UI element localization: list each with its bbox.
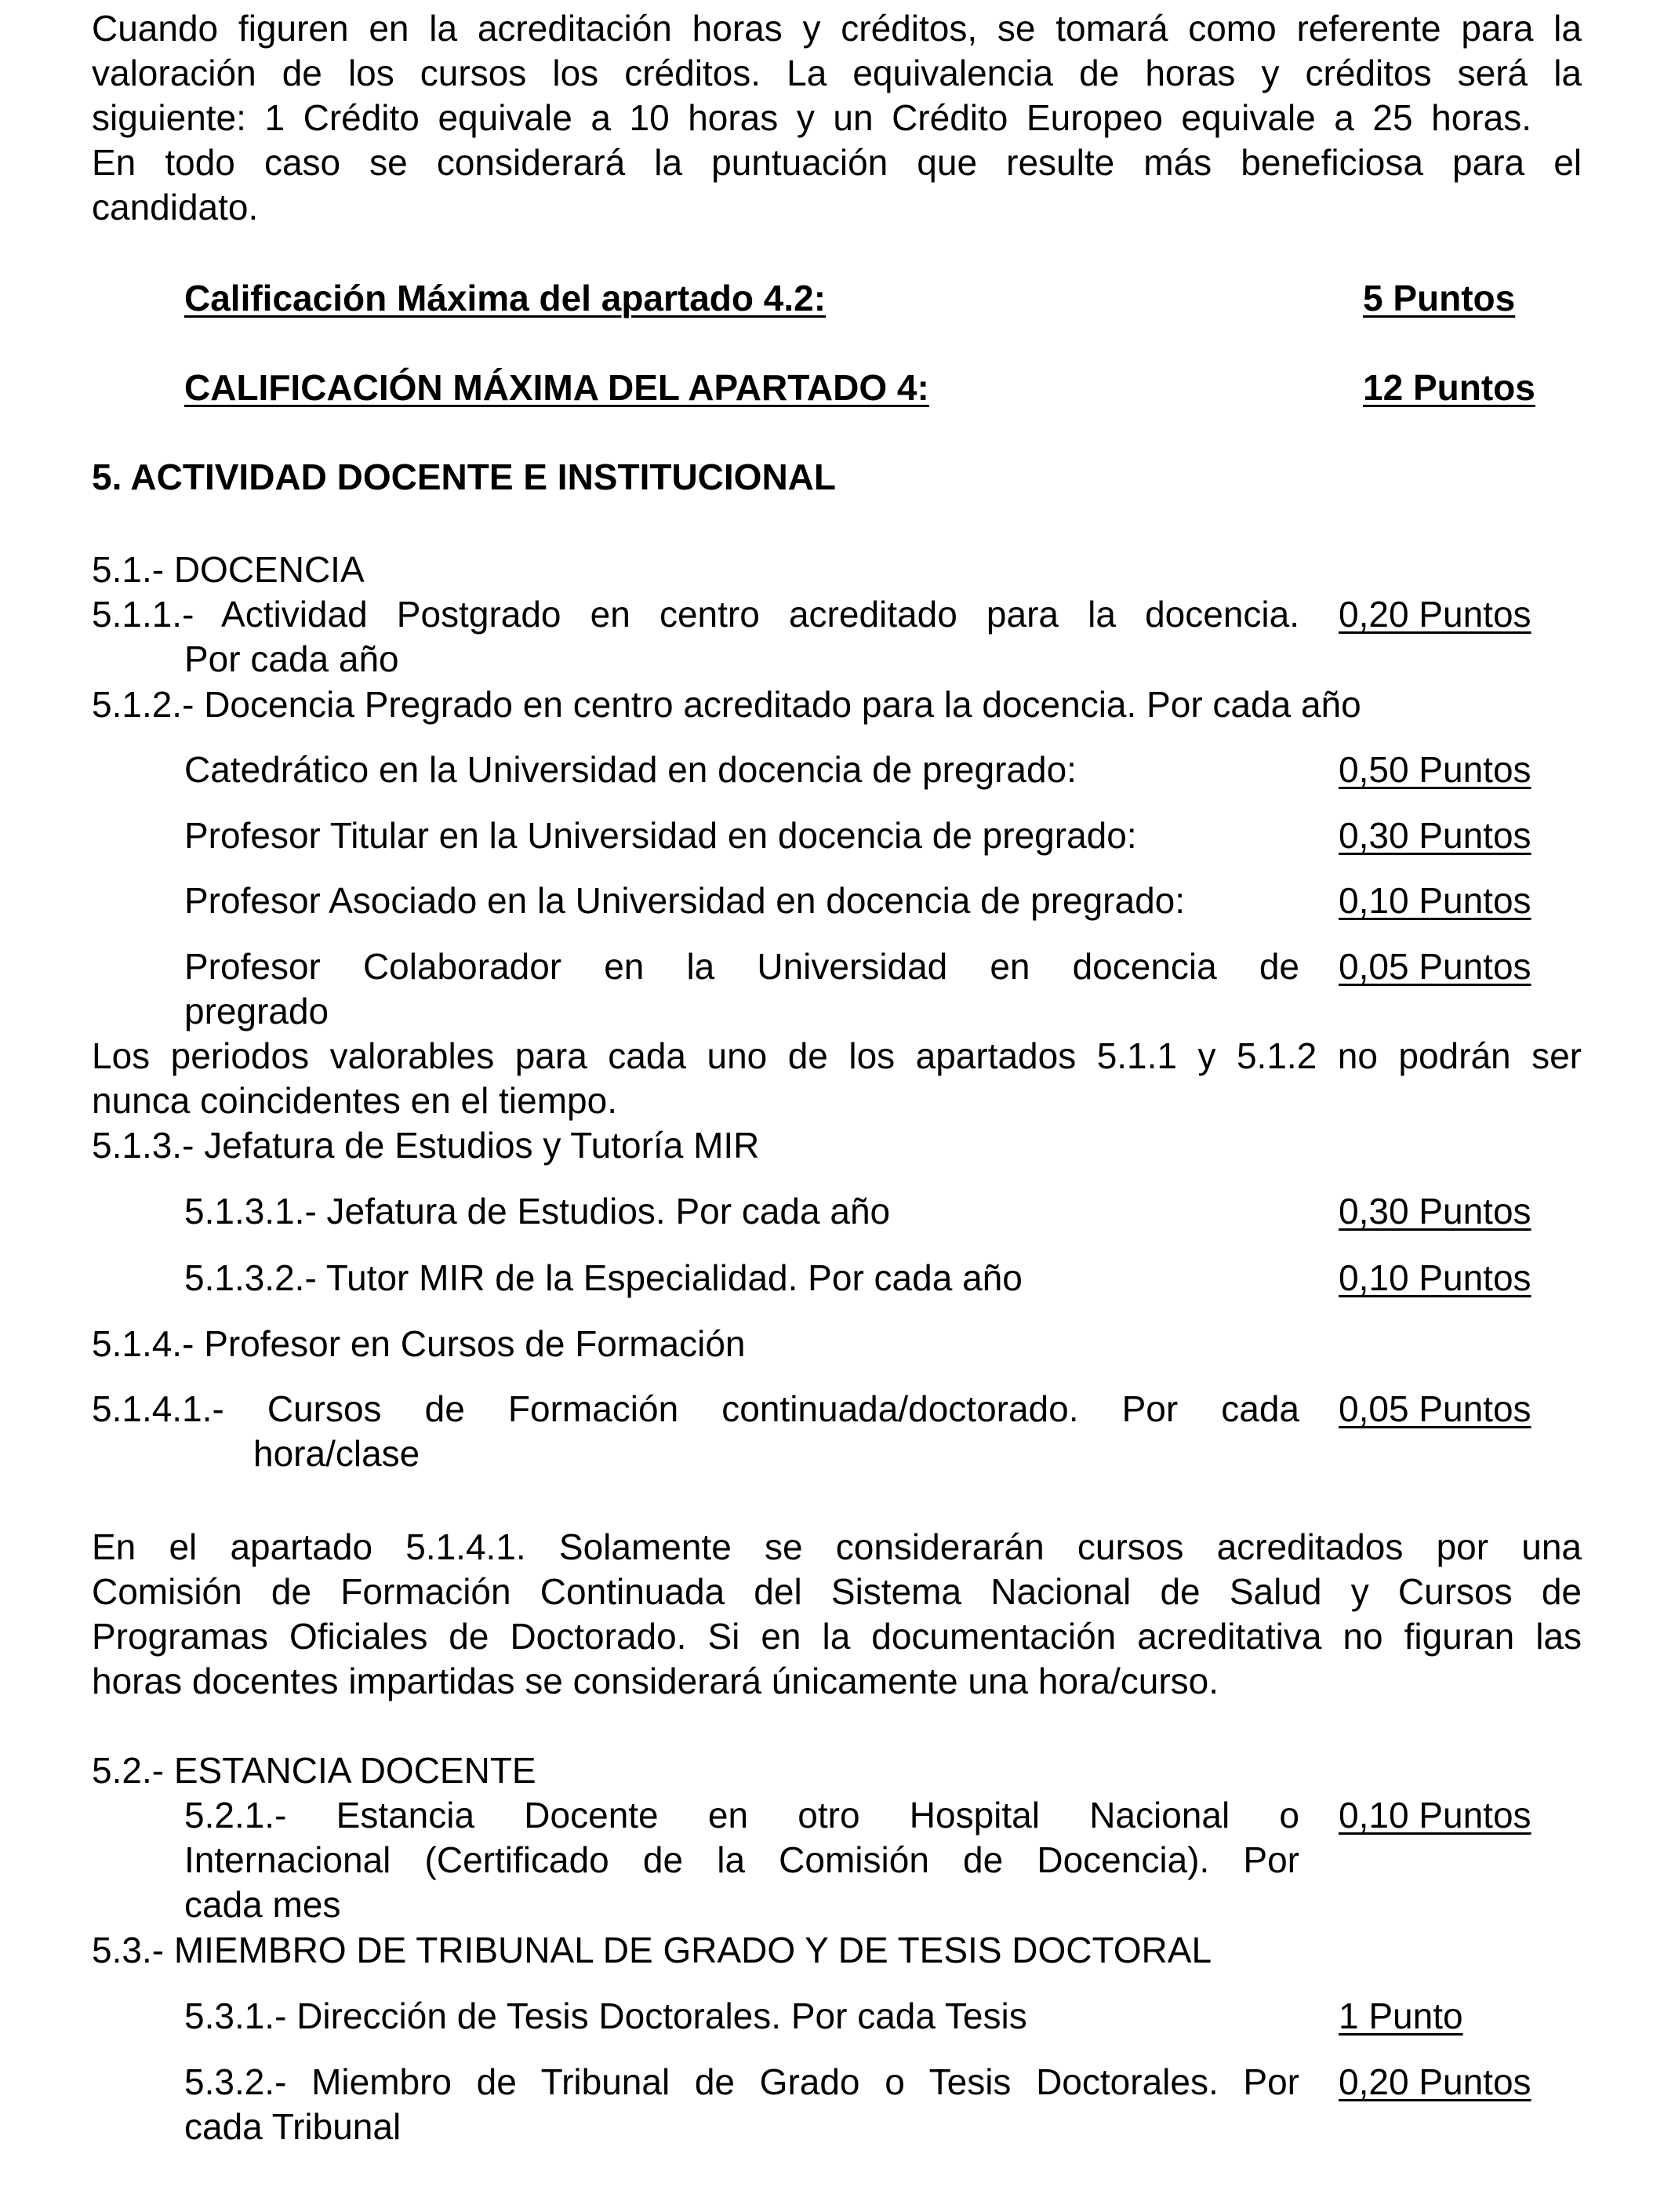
row-asociado-points: 0,10 Puntos — [1339, 880, 1531, 921]
item-532-line1: 5.3.2.- Miembro de Tribunal de Grado o Tesis Doctorales. Por — [184, 2061, 1299, 2102]
section-53-heading: 5.3.- MIEMBRO DE TRIBUNAL DE GRADO Y DE TESIS DOCTORAL — [92, 1930, 1212, 1970]
item-521-line2: Internacional (Certificado de la Comisión de Docencia). Por — [184, 1839, 1299, 1880]
intro-paragraph — [92, 6, 1582, 230]
periods-note — [92, 1034, 1582, 1123]
item-521-line1: 5.2.1.- Estancia Docente en otro Hospital Nacional o — [184, 1795, 1299, 1835]
item-5132-points: 0,10 Puntos — [1339, 1257, 1531, 1298]
max-4-label: CALIFICACIÓN MÁXIMA DEL APARTADO 4: — [184, 367, 929, 408]
courses-paragraph — [92, 1525, 1582, 1704]
item-5141-points: 0,05 Puntos — [1339, 1388, 1531, 1429]
row-catedratico-label: Catedrático en la Universidad en docencia de pregrado: — [184, 749, 1077, 790]
section-51-heading: 5.1.- DOCENCIA — [92, 549, 365, 590]
section-52-heading: 5.2.- ESTANCIA DOCENTE — [92, 1750, 536, 1791]
item-521-line3: cada mes — [184, 1884, 341, 1925]
intro-line: Cuando figuren en la acreditación horas y créditos, se tomará como referente para la — [92, 8, 1582, 49]
intro-line: valoración de los cursos los créditos. La equivalencia de horas y créditos será la — [92, 53, 1582, 93]
row-catedratico-points: 0,50 Puntos — [1339, 749, 1531, 790]
row-colaborador-line1: Profesor Colaborador en la Universidad en docencia de — [184, 946, 1299, 987]
item-511-points: 0,20 Puntos — [1339, 594, 1531, 635]
courses-paragraph-line: Comisión de Formación Continuada del Sistema Nacional de Salud y Cursos de — [92, 1571, 1582, 1612]
intro-line: En todo caso se considerará la puntuación que resulte más beneficiosa para el — [92, 142, 1582, 183]
periods-note-line: nunca coincidentes en el tiempo. — [92, 1080, 617, 1121]
row-colaborador-points: 0,05 Puntos — [1339, 946, 1531, 987]
max-42-points: 5 Puntos — [1363, 278, 1516, 318]
periods-note-line: Los periodos valorables para cada uno de los apartados 5.1.1 y 5.1.2 no podrán ser — [92, 1035, 1582, 1076]
max-42-label: Calificación Máxima del apartado 4.2: — [184, 278, 827, 318]
item-532-line2: cada Tribunal — [184, 2106, 401, 2147]
max-4-points: 12 Puntos — [1363, 367, 1535, 408]
row-titular-label: Profesor Titular en la Universidad en docencia de pregrado: — [184, 815, 1137, 856]
item-5141-line1: 5.1.4.1.- Cursos de Formación continuada/doctorado. Por cada — [92, 1388, 1299, 1429]
courses-paragraph-line: Programas Oficiales de Doctorado. Si en la documentación acreditativa no figuran las — [92, 1616, 1582, 1657]
intro-line: siguiente: 1 Crédito equivale a 10 horas y un Crédito Europeo equivale a 25 horas. — [92, 97, 1531, 138]
item-531-label: 5.3.1.- Dirección de Tesis Doctorales. Por cada Tesis — [184, 1996, 1027, 2036]
courses-paragraph-line: En el apartado 5.1.4.1. Solamente se considerarán cursos acreditados por una — [92, 1526, 1582, 1567]
item-532-points: 0,20 Puntos — [1339, 2061, 1531, 2102]
courses-paragraph-line: horas docentes impartidas se considerará únicamente una hora/curso. — [92, 1661, 1219, 1701]
item-5131-label: 5.1.3.1.- Jefatura de Estudios. Por cada año — [184, 1191, 891, 1232]
item-5141-line2: hora/clase — [253, 1433, 420, 1474]
item-511-line1: 5.1.1.- Actividad Postgrado en centro acreditado para la docencia. — [92, 594, 1299, 635]
item-512-label: 5.1.2.- Docencia Pregrado en centro acreditado para la docencia. Por cada año — [92, 684, 1361, 725]
item-513-heading: 5.1.3.- Jefatura de Estudios y Tutoría MIR — [92, 1125, 760, 1166]
item-511-line2: Por cada año — [184, 638, 399, 679]
row-colaborador-line2: pregrado — [184, 991, 329, 1031]
item-521-points: 0,10 Puntos — [1339, 1795, 1531, 1835]
row-titular-points: 0,30 Puntos — [1339, 815, 1531, 856]
item-5131-points: 0,30 Puntos — [1339, 1191, 1531, 1232]
item-531-points: 1 Punto — [1339, 1996, 1463, 2036]
item-5132-label: 5.1.3.2.- Tutor MIR de la Especialidad. Por cada año — [184, 1257, 1023, 1298]
row-asociado-label: Profesor Asociado en la Universidad en docencia de pregrado: — [184, 880, 1186, 921]
section-5-heading: 5. ACTIVIDAD DOCENTE E INSTITUCIONAL — [92, 457, 836, 497]
intro-line: candidato. — [92, 187, 259, 227]
item-514-heading: 5.1.4.- Profesor en Cursos de Formación — [92, 1323, 746, 1364]
